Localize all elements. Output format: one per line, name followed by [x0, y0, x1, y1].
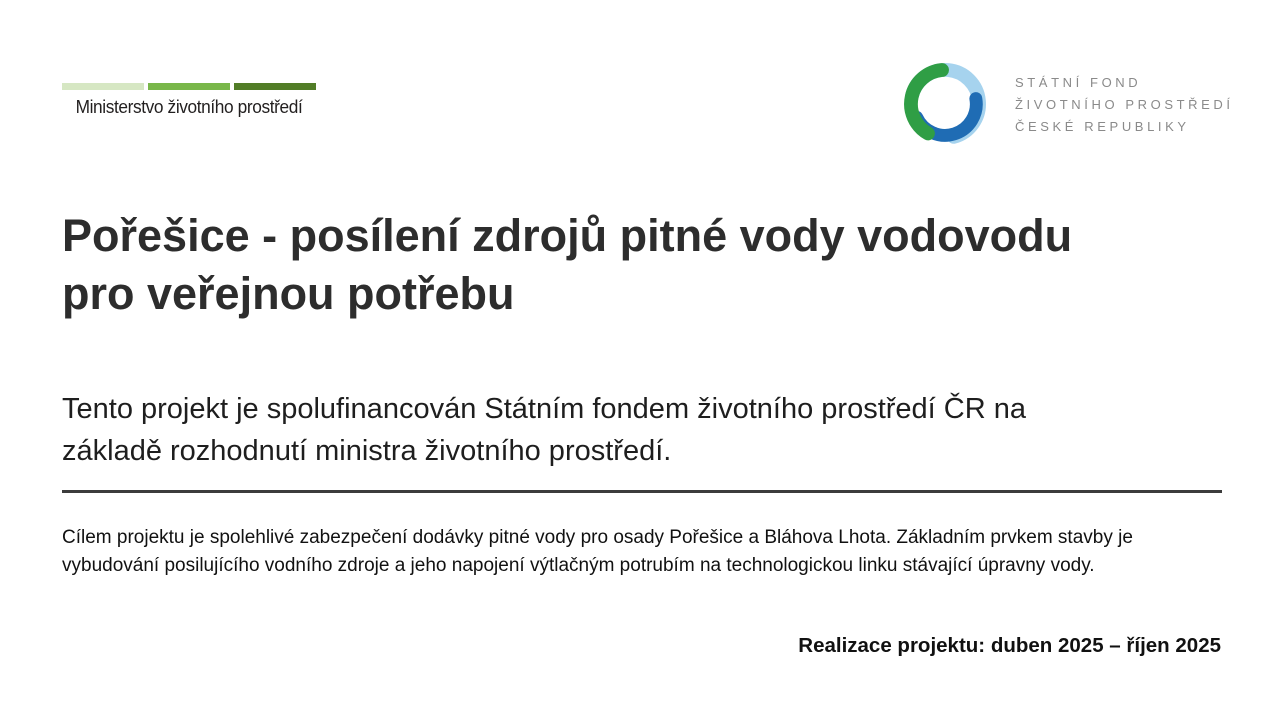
- cofinancing-statement: [62, 388, 1222, 472]
- project-title-line2: pro veřejnou potřebu: [62, 268, 515, 319]
- ministry-bar-medium: [148, 83, 230, 90]
- sfzp-text-line3: ČESKÉ REPUBLIKY: [1015, 119, 1190, 134]
- horizontal-divider: [62, 490, 1222, 493]
- sfzp-text-line2: ŽIVOTNÍHO PROSTŘEDÍ: [1015, 97, 1234, 112]
- ministry-bar-light: [62, 83, 144, 90]
- ministry-logo: [62, 83, 316, 118]
- sfzp-logo: [899, 58, 1234, 150]
- sfzp-logo-text: [1015, 58, 1234, 138]
- sfzp-swirl-green-arc: [911, 70, 942, 133]
- realization-period: Realizace projektu: duben 2025 – říjen 2025: [798, 634, 1221, 657]
- ministry-logo-bars: [62, 83, 316, 90]
- ministry-logo-label: Ministerstvo životního prostředí: [75, 97, 303, 117]
- cofinancing-line2: základě rozhodnutí ministra životního prostředí.: [62, 435, 672, 467]
- project-title-line1: Pořešice - posílení zdrojů pitné vody vodovodu: [62, 210, 1073, 261]
- project-description: Cílem projektu je spolehlivé zabezpečení dodávky pitné vody pro osady Pořešice a Bláhova Lhota. Základním prvkem stavby je vybudování posilujícího vodního zdroje a jeho napojení výtlačným potrubím na technologickou linku stávající úpravny vody.: [62, 527, 1133, 576]
- sfzp-swirl-icon: [899, 58, 991, 150]
- project-title: [62, 207, 1222, 323]
- sfzp-text-line1: STÁTNÍ FOND: [1015, 75, 1142, 90]
- ministry-bar-dark: [234, 83, 316, 90]
- cofinancing-line1: Tento projekt je spolufinancován Státním fondem životního prostředí ČR na: [62, 393, 1026, 425]
